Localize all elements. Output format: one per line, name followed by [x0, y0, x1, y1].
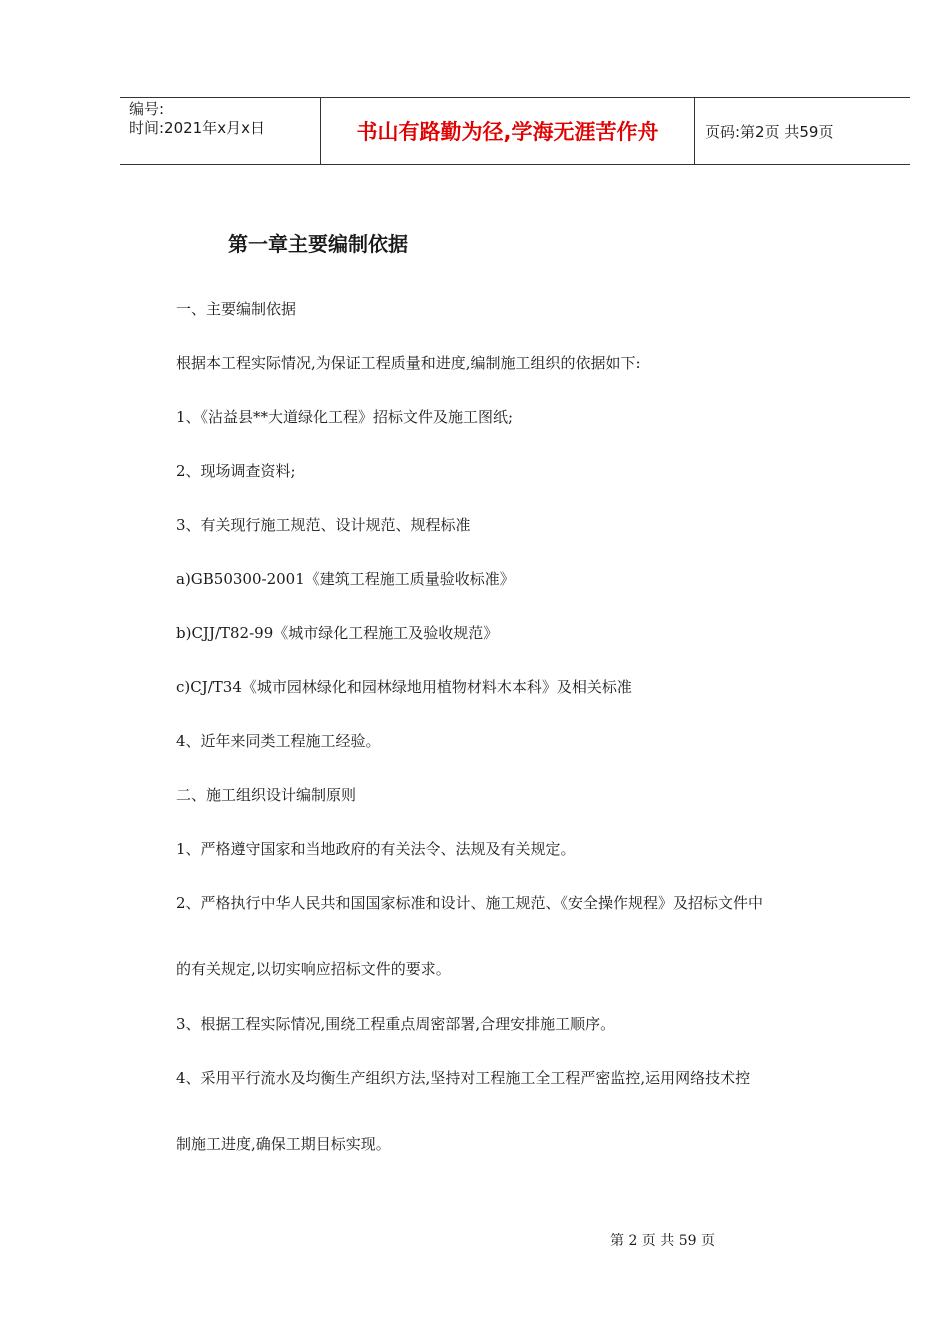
- list-item: a)GB50300-2001《建筑工程施工质量验收标准》: [176, 570, 515, 588]
- list-item-continuation: 制施工进度,确保工期目标实现。: [176, 1135, 391, 1153]
- chapter-title: 第一章主要编制依据: [228, 232, 408, 256]
- time-label: 时间:2021年x月x日: [129, 119, 265, 137]
- list-item: 4、近年来同类工程施工经验。: [176, 732, 381, 750]
- list-item: 3、根据工程实际情况,围绕工程重点周密部署,合理安排施工顺序。: [176, 1015, 616, 1033]
- section-heading-2: 二、施工组织设计编制原则: [176, 786, 357, 804]
- list-item: b)CJJ/T82-99《城市绿化工程施工及验收规范》: [176, 624, 499, 642]
- header-page-label: 页码:第2页 共59页: [705, 122, 834, 141]
- list-item: 2、现场调查资料;: [176, 462, 296, 480]
- list-item: 1、《沾益县**大道绿化工程》招标文件及施工图纸;: [176, 408, 514, 426]
- list-item: 2、严格执行中华人民共和国国家标准和设计、施工规范、《安全操作规程》及招标文件中: [176, 894, 764, 912]
- page-footer: 第 2 页 共 59 页: [610, 1233, 715, 1249]
- list-item-continuation: 的有关规定,以切实响应招标文件的要求。: [176, 960, 451, 978]
- page-header: [120, 97, 910, 165]
- header-motto: 书山有路勤为径,学海无涯苦作舟: [321, 98, 695, 164]
- number-label: 编号:: [129, 100, 165, 118]
- list-item: 1、严格遵守国家和当地政府的有关法令、法规及有关规定。: [176, 840, 576, 858]
- list-item: 4、采用平行流水及均衡生产组织方法,坚持对工程施工全工程严密监控,运用网络技术控: [176, 1069, 751, 1087]
- section-heading-1: 一、主要编制依据: [176, 300, 297, 318]
- list-item: 3、有关现行施工规范、设计规范、规程标准: [176, 516, 471, 534]
- paragraph: 根据本工程实际情况,为保证工程质量和进度,编制施工组织的依据如下:: [176, 354, 641, 372]
- list-item: c)CJ/T34《城市园林绿化和园林绿地用植物材料木本科》及相关标准: [176, 678, 632, 696]
- header-info: [120, 98, 321, 164]
